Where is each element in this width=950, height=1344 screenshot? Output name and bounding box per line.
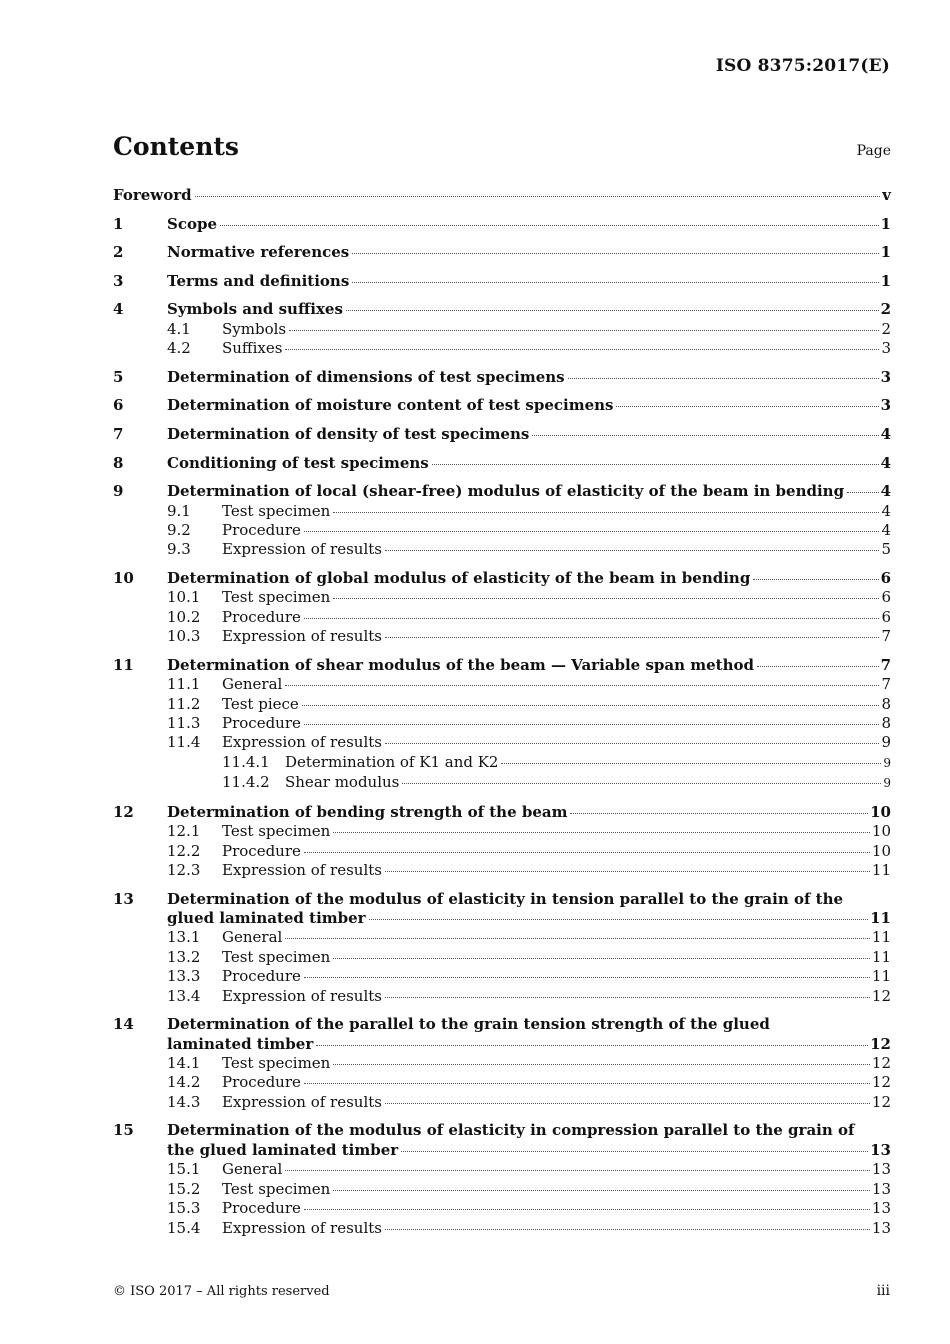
- contents-heading: [113, 132, 891, 161]
- dot-leader: [333, 598, 879, 599]
- dot-leader: [570, 813, 868, 814]
- page-number: iii: [876, 1283, 890, 1299]
- toc-entry-page: 1: [880, 214, 891, 233]
- toc-entry[interactable]: [113, 714, 891, 733]
- toc-entry[interactable]: [113, 186, 891, 205]
- toc-entry[interactable]: [113, 482, 891, 501]
- toc-entry[interactable]: [113, 396, 891, 415]
- toc-entry-title: Test piece: [222, 694, 299, 713]
- dot-leader: [285, 1170, 870, 1171]
- toc-entry[interactable]: [113, 320, 891, 339]
- toc-entry[interactable]: [113, 215, 891, 234]
- toc-entry[interactable]: [113, 339, 891, 358]
- toc-entry[interactable]: [113, 773, 891, 793]
- dot-leader: [333, 832, 870, 833]
- toc-entry-page: 10: [871, 841, 891, 860]
- dot-leader: [302, 705, 880, 706]
- toc-entry[interactable]: [113, 822, 891, 841]
- toc-entry[interactable]: [113, 588, 891, 607]
- toc-entry-title: Test specimen: [222, 501, 331, 520]
- toc-entry[interactable]: [113, 454, 891, 473]
- toc-entry-title: Normative references: [167, 243, 350, 262]
- dot-leader: [385, 550, 879, 551]
- toc-entry-number: 15.2: [167, 1179, 201, 1198]
- toc-entry-title: Expression of results: [222, 1092, 382, 1111]
- toc-entry-page: 6: [881, 588, 891, 607]
- toc-entry-title: Expression of results: [222, 540, 382, 559]
- toc-entry[interactable]: [113, 243, 891, 262]
- dot-leader: [333, 958, 870, 959]
- toc-entry-number: 10.3: [167, 627, 201, 646]
- toc-entry-page: 12: [871, 1054, 891, 1073]
- toc-entry[interactable]: [113, 272, 891, 291]
- dot-leader: [304, 852, 870, 853]
- toc-entry[interactable]: [113, 987, 891, 1006]
- dot-leader: [385, 871, 870, 872]
- toc-entry-title: Determination of K1 and K2: [285, 752, 499, 771]
- toc-entry[interactable]: [113, 1093, 891, 1112]
- toc-entry-page: 4: [881, 501, 891, 520]
- toc-entry-number: 9: [113, 482, 124, 501]
- toc-entry-title: Determination of global modulus of elasticity of the beam in bending: [167, 568, 751, 587]
- toc-entry-page: 1: [880, 243, 891, 262]
- toc-entry-page: 7: [881, 675, 891, 694]
- toc-entry[interactable]: [113, 1180, 891, 1199]
- toc-entry-page: 13: [871, 1199, 891, 1218]
- toc-entry-title: General: [222, 1160, 283, 1179]
- toc-entry-page: 7: [880, 655, 891, 674]
- toc-entry[interactable]: [113, 1073, 891, 1092]
- toc-entry-title: General: [222, 675, 283, 694]
- dot-leader: [385, 1229, 870, 1230]
- toc-entry-title: Foreword: [113, 186, 192, 204]
- dot-leader: [285, 685, 879, 686]
- page-column-label: Page: [856, 143, 891, 159]
- dot-leader: [289, 330, 879, 331]
- toc-entry-title: Expression of results: [222, 627, 382, 646]
- toc-entry-number: 11.4: [167, 733, 201, 752]
- toc-entry-page: 12: [871, 1073, 891, 1092]
- toc-entry-page: 11: [870, 909, 891, 928]
- toc-entry-title-line1: Determination of the modulus of elasticity in compression parallel to the grain of: [167, 1121, 855, 1140]
- toc-entry-page: 13: [871, 1160, 891, 1179]
- dot-leader: [568, 378, 879, 379]
- toc-entry-number: 11.3: [167, 714, 201, 732]
- dot-leader: [346, 310, 879, 311]
- toc-entry-title: Expression of results: [222, 733, 382, 752]
- dot-leader: [333, 1064, 870, 1065]
- dot-leader: [352, 282, 878, 283]
- toc-entry-title: Expression of results: [222, 1218, 382, 1237]
- toc-entry-title: Determination of moisture content of test specimens: [167, 396, 614, 415]
- toc-entry[interactable]: [113, 675, 891, 694]
- toc-entry-page: 11: [871, 967, 891, 986]
- toc-entry-page: 8: [881, 694, 891, 713]
- toc-entry-number: 4: [113, 300, 124, 319]
- toc-entry[interactable]: [113, 1160, 891, 1179]
- toc-entry-title-line1: Determination of the modulus of elasticity in tension parallel to the grain of the: [167, 889, 844, 908]
- page-title: Contents: [113, 132, 240, 161]
- dot-leader: [847, 492, 879, 493]
- toc-entry-number: 12: [113, 802, 134, 821]
- dot-leader: [195, 196, 881, 197]
- dot-leader: [352, 253, 878, 254]
- toc-entry-title-line1: Determination of the parallel to the grain tension strength of the glued: [167, 1015, 770, 1034]
- toc-entry-title: Determination of local (shear-free) modulus of elasticity of the beam in bending: [167, 482, 845, 501]
- toc-entry-title: Procedure: [222, 607, 301, 626]
- copyright-notice: © ISO 2017 – All rights reserved: [113, 1284, 330, 1299]
- toc-entry-title: Expression of results: [222, 861, 382, 880]
- toc-entry-page: 11: [871, 928, 891, 947]
- dot-leader: [316, 1045, 868, 1046]
- toc-entry-title: Procedure: [222, 1073, 301, 1092]
- toc-entry-page: 10: [870, 802, 891, 821]
- dot-leader: [385, 743, 879, 744]
- toc-entry-title: glued laminated timber: [167, 909, 366, 928]
- toc-entry[interactable]: [113, 948, 891, 967]
- toc-entry-page: 11: [871, 947, 891, 966]
- toc-entry-page: v: [882, 186, 891, 204]
- toc-entry-title: Determination of density of test specimens: [167, 424, 530, 443]
- toc-entry-number: 13.1: [167, 928, 201, 947]
- toc-entry[interactable]: [113, 521, 891, 540]
- toc-entry-number: 10.1: [167, 588, 201, 607]
- toc-entry-page: 6: [881, 607, 891, 626]
- toc-entry-page: 13: [871, 1179, 891, 1198]
- toc-entry-number: 15: [113, 1121, 134, 1140]
- toc-entry-number: 1: [113, 214, 124, 233]
- dot-leader: [333, 1190, 870, 1191]
- dot-leader: [757, 666, 879, 667]
- toc-entry-number: 11: [113, 655, 134, 674]
- toc-entry[interactable]: [113, 967, 891, 986]
- toc-entry[interactable]: [113, 1015, 891, 1054]
- toc-entry-title: Test specimen: [222, 588, 331, 607]
- dot-leader: [401, 1151, 868, 1152]
- toc-entry-page: 8: [881, 714, 891, 732]
- toc-entry-number: 7: [113, 424, 124, 443]
- dot-leader: [304, 1083, 870, 1084]
- toc-entry-number: 13.2: [167, 947, 201, 966]
- toc-entry-number: 14.3: [167, 1092, 201, 1111]
- toc-entry-number: 12.1: [167, 822, 201, 841]
- toc-entry[interactable]: [113, 695, 891, 714]
- toc-entry[interactable]: [113, 803, 891, 822]
- toc-entry[interactable]: [113, 540, 891, 559]
- dot-leader: [304, 977, 870, 978]
- toc-entry[interactable]: [113, 842, 891, 861]
- toc-entry-page: 4: [880, 482, 891, 501]
- toc-entry-number: 4.1: [167, 319, 191, 338]
- dot-leader: [385, 1103, 870, 1104]
- toc-entry-title: laminated timber: [167, 1034, 314, 1053]
- dot-leader: [285, 349, 879, 350]
- toc-entry-page: 13: [870, 1140, 891, 1159]
- toc-entry-title: the glued laminated timber: [167, 1140, 399, 1159]
- toc-entry-page: 4: [880, 424, 891, 443]
- toc-entry-page: 9: [883, 755, 891, 770]
- toc-entry-title: Scope: [167, 214, 218, 233]
- toc-entry-number: 14.2: [167, 1073, 201, 1092]
- toc-entry[interactable]: [113, 733, 891, 752]
- toc-entry-number: 6: [113, 396, 124, 415]
- toc-entry-title: General: [222, 928, 283, 947]
- toc-entry-title: Procedure: [222, 714, 301, 732]
- toc-entry-page: 12: [870, 1034, 891, 1053]
- toc-entry-number: 11.2: [167, 694, 201, 713]
- toc-entry[interactable]: [113, 368, 891, 387]
- toc-entry-title: Test specimen: [222, 822, 331, 841]
- toc-entry-number: 14: [113, 1015, 134, 1034]
- toc-entry-number: 13.4: [167, 986, 201, 1005]
- dot-leader: [616, 406, 878, 407]
- toc-entry[interactable]: [113, 627, 891, 646]
- toc-entry[interactable]: [113, 928, 891, 947]
- toc-entry[interactable]: [113, 861, 891, 880]
- toc-entry-page: 11: [871, 861, 891, 880]
- dot-leader: [369, 919, 869, 920]
- toc-entry-page: 6: [880, 568, 891, 587]
- toc-entry-page: 12: [871, 986, 891, 1005]
- dot-leader: [285, 938, 870, 939]
- toc-entry-number: 2: [113, 243, 124, 262]
- toc-entry-number: 13: [113, 889, 134, 908]
- dot-leader: [220, 225, 879, 226]
- dot-leader: [385, 637, 879, 638]
- toc-entry-title: Test specimen: [222, 1179, 331, 1198]
- toc-entry[interactable]: [113, 300, 891, 319]
- toc-entry[interactable]: [113, 753, 891, 773]
- dot-leader: [304, 724, 880, 725]
- dot-leader: [333, 512, 879, 513]
- toc-entry-title: Suffixes: [222, 339, 283, 358]
- table-of-contents: [113, 186, 891, 1238]
- toc-entry-number: 4.2: [167, 339, 191, 358]
- toc-entry-page: 9: [883, 776, 891, 791]
- toc-entry[interactable]: [113, 656, 891, 675]
- toc-entry-number: 10: [113, 568, 134, 587]
- toc-entry-number: 15.1: [167, 1160, 201, 1179]
- toc-entry[interactable]: [113, 1121, 891, 1160]
- toc-entry-page: 7: [881, 627, 891, 646]
- toc-entry-number: 5: [113, 367, 124, 386]
- toc-entry-title: Conditioning of test specimens: [167, 453, 429, 472]
- toc-entry-page: 5: [881, 540, 891, 559]
- toc-entry-number: 11.4.2: [222, 773, 270, 792]
- dot-leader: [385, 997, 870, 998]
- toc-entry-number: 9.1: [167, 501, 191, 520]
- dot-leader: [501, 763, 881, 764]
- toc-entry-number: 9.3: [167, 540, 191, 559]
- toc-entry-page: 2: [880, 300, 891, 319]
- dot-leader: [304, 531, 880, 532]
- toc-entry-page: 4: [880, 453, 891, 472]
- toc-entry-title: Procedure: [222, 967, 301, 986]
- toc-entry-title: Test specimen: [222, 947, 331, 966]
- toc-entry-title: Symbols: [222, 319, 287, 338]
- toc-entry-page: 4: [881, 520, 891, 539]
- toc-entry-number: 12.2: [167, 841, 201, 860]
- toc-entry[interactable]: [113, 1219, 891, 1238]
- toc-entry[interactable]: [113, 1054, 891, 1073]
- dot-leader: [304, 1209, 870, 1210]
- toc-entry-title: Expression of results: [222, 986, 382, 1005]
- toc-entry-number: 11.4.1: [222, 752, 270, 771]
- toc-entry-number: 9.2: [167, 520, 191, 539]
- toc-entry-page: 3: [880, 396, 891, 415]
- toc-entry[interactable]: [113, 890, 891, 929]
- toc-entry[interactable]: [113, 569, 891, 588]
- toc-entry-number: 12.3: [167, 861, 201, 880]
- toc-entry-page: 13: [871, 1218, 891, 1237]
- toc-entry-title: Procedure: [222, 841, 301, 860]
- toc-entry-title: Shear modulus: [285, 773, 400, 792]
- dot-leader: [402, 783, 881, 784]
- toc-entry[interactable]: [113, 502, 891, 521]
- toc-entry-page: 3: [880, 367, 891, 386]
- toc-entry-page: 3: [881, 339, 891, 358]
- toc-entry[interactable]: [113, 608, 891, 627]
- toc-entry-title: Terms and definitions: [167, 271, 350, 290]
- toc-entry-title: Determination of shear modulus of the beam — Variable span method: [167, 655, 754, 674]
- toc-entry[interactable]: [113, 425, 891, 444]
- toc-entry-page: 10: [871, 822, 891, 841]
- toc-entry[interactable]: [113, 1199, 891, 1218]
- dot-leader: [432, 464, 879, 465]
- toc-entry-title: Determination of dimensions of test specimens: [167, 367, 565, 386]
- toc-entry-number: 8: [113, 453, 124, 472]
- dot-leader: [753, 579, 878, 580]
- toc-entry-number: 3: [113, 271, 124, 290]
- toc-entry-number: 10.2: [167, 607, 201, 626]
- toc-entry-title: Procedure: [222, 520, 301, 539]
- toc-entry-number: 11.1: [167, 675, 201, 694]
- toc-entry-page: 1: [880, 271, 891, 290]
- toc-entry-page: 2: [881, 319, 891, 338]
- toc-entry-number: 14.1: [167, 1054, 201, 1073]
- toc-entry-page: 12: [871, 1092, 891, 1111]
- dot-leader: [304, 618, 880, 619]
- toc-entry-title: Procedure: [222, 1199, 301, 1218]
- toc-entry-title: Determination of bending strength of the beam: [167, 802, 568, 821]
- toc-entry-number: 15.4: [167, 1218, 201, 1237]
- toc-entry-title: Symbols and suffixes: [167, 300, 343, 319]
- document-id: ISO 8375:2017(E): [715, 56, 890, 76]
- toc-entry-number: 13.3: [167, 967, 201, 986]
- toc-entry-number: 15.3: [167, 1199, 201, 1218]
- toc-entry-title: Test specimen: [222, 1054, 331, 1073]
- toc-entry-page: 9: [881, 733, 891, 752]
- dot-leader: [532, 435, 878, 436]
